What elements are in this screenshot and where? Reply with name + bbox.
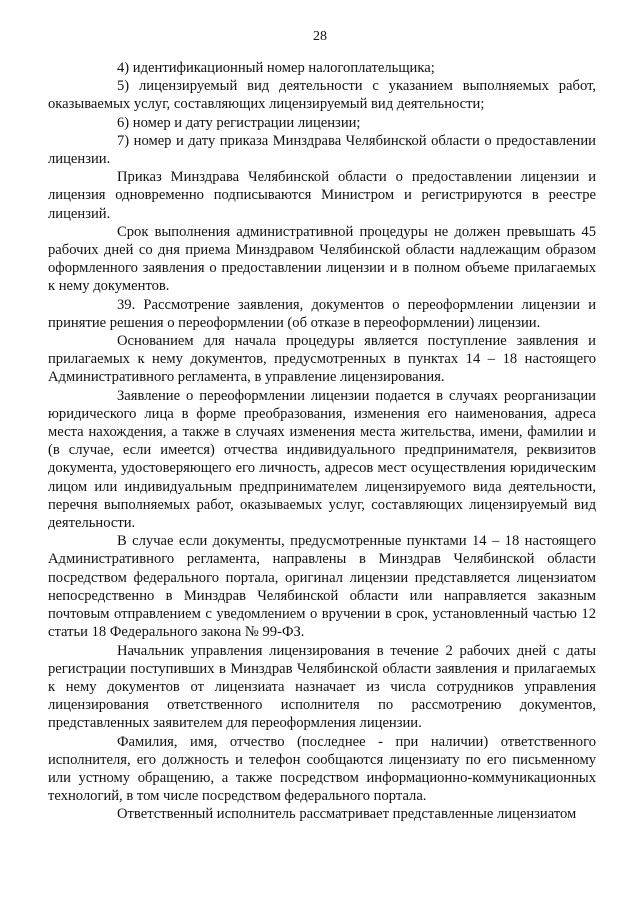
- paragraph-license-signing: Приказ Минздрава Челябинской области о предоставлении лицензии и лицензия одновременно подписываются Министром и регистрируются в реестре лицензий.: [48, 169, 596, 222]
- paragraph-item-7: 7) номер и дату приказа Минздрава Челябинской области о предоставлении лицензии.: [48, 132, 596, 168]
- paragraph-head-appointment: Начальник управления лицензирования в течение 2 рабочих дней с даты регистрации поступивших в Минздрав Челябинской области заявления и прилагаемых к нему документов от лицензиата назначает из числа сотрудников управления лицензирования ответственного исполнителя по рассмотрению документов, представленных заявителем для переоформления лицензии.: [48, 642, 596, 732]
- paragraph-item-5: 5) лицензируемый вид деятельности с указанием выполняемых работ, оказываемых услуг, составляющих лицензируемый вид деятельности;: [48, 78, 596, 113]
- paragraph-section-39: 39. Рассмотрение заявления, документов о переоформлении лицензии и принятие решения о переоформлении (об отказе в переоформлении) лицензии.: [48, 296, 596, 331]
- paragraph-reissue-cases: Заявление о переоформлении лицензии подается в случаях реорганизации юридического лица в форме преобразования, изменения его наименования, адреса места нахождения, а также в случаях изменения места жительства, имени, фамилии и (в случае, если имеется) отчества индивидуального предпринимателя, реквизитов документа, удостоверяющего его личность, адресов мест осуществления юридическим лицом или индивидуальным предпринимателем лицензируемого вида деятельности, перечня выполняемых работ, оказываемых услуг, составляющих лицензируемый вид деятельности.: [48, 387, 596, 532]
- paragraph-item-4: 4) идентификационный номер налогоплательщика;: [117, 60, 435, 76]
- paragraph-federal-portal: В случае если документы, предусмотренные пунктами 14 – 18 настоящего Административного регламента, направлены в Минздрав Челябинской области посредством федерального портала, оригинал лицензии представляется лицензиатом непосредственно в Минздрав Челябинской области или направляется заказным почтовым отправлением с уведомлением о вручении в срок, установленный частью 12 статьи 18 Федерального закона № 99-ФЗ.: [48, 533, 596, 641]
- paragraph-procedure-basis: Основанием для начала процедуры является поступление заявления и прилагаемых к нему документов, предусмотренных в пунктах 14 – 18 настоящего Административного регламента, в управление лицензирования.: [48, 333, 596, 386]
- paragraph-responsible-review: Ответственный исполнитель рассматривает представленные лицензиатом: [117, 806, 577, 823]
- document-body: [48, 59, 596, 824]
- paragraph-procedure-deadline: Срок выполнения административной процедуры не должен превышать 45 рабочих дней со дня приема Минздравом Челябинской области надлежащим образом оформленного заявления о предоставлении лицензии и в полном объеме прилагаемых к нему документов.: [48, 223, 596, 295]
- paragraph-item-6: 6) номер и дату регистрации лицензии;: [117, 114, 361, 131]
- paragraph-responsible-contact: Фамилия, имя, отчество (последнее - при наличии) ответственного исполнителя, его должность и телефон сообщаются лицензиату по его письменному или устному обращению, а также посредством информационно-коммуникационных технологий, в том числе посредством федерального портала.: [48, 733, 596, 805]
- page-number: 28: [313, 29, 327, 44]
